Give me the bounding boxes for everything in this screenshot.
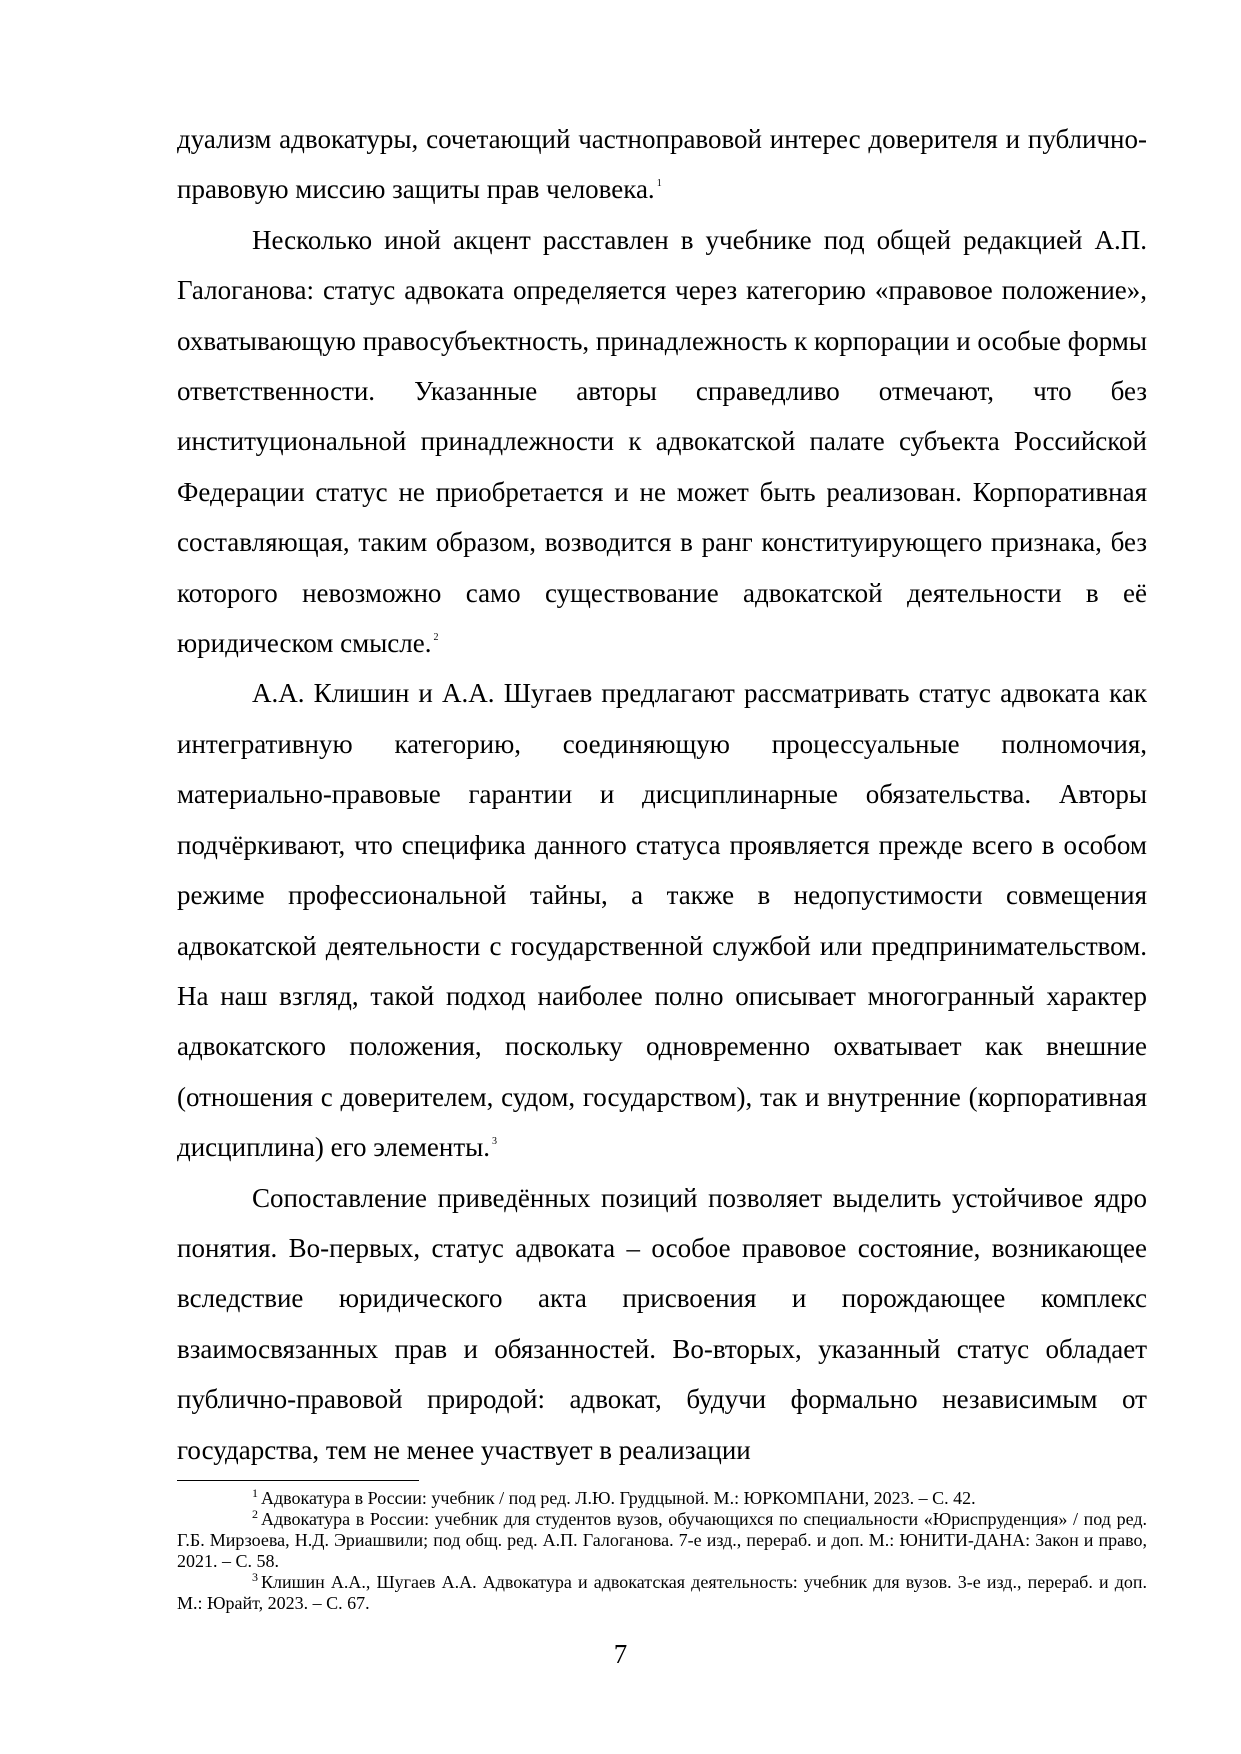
footnote-number: 3 xyxy=(252,1570,258,1584)
paragraph xyxy=(177,114,1147,215)
footnote-reference: 1 xyxy=(656,178,662,190)
footnote-text: Адвокатура в России: учебник для студентов вузов, обучающихся по специальности «Юриспруденция» / под ред. Г.Б. Мирзоева, Н.Д. Эриашвили; под общ. ред. А.П. Галоганова. 7-е изд., перераб. и доп. М.: ЮНИТИ-ДАНА: Закон и право, 2021. – С. 58. xyxy=(177,1509,1147,1571)
paragraph xyxy=(177,1173,1147,1475)
footnote-text: Адвокатура в России: учебник / под ред. Л.Ю. Грудцыной. М.: ЮРКОМПАНИ, 2023. – С. 42. xyxy=(261,1488,976,1508)
paragraph-text: А.А. Клишин и А.А. Шугаев предлагают рассматривать статус адвоката как интегративную категорию, соединяющую процессуальные полномочия, материально-правовые гарантии и дисциплинарные обязательства. Авторы подчёркивают, что специфика данного статуса проявляется прежде всего в особом режиме профессиональной тайны, а также в недопустимости совмещения адвокатской деятельности с государственной службой или предпринимательством. На наш взгляд, такой подход наиболее полно описывает многогранный характер адвокатского положения, поскольку одновременно охватывает как внешние (отношения с доверителем, судом, государством), так и внутренние (корпоративная дисциплина) его элементы. xyxy=(177,678,1147,1163)
footnote-number: 1 xyxy=(252,1486,258,1500)
body-text xyxy=(177,114,1147,1475)
paragraph-text: дуализм адвокатуры, сочетающий частноправовой интерес доверителя и публично-правовую миссию защиты прав человека. xyxy=(177,124,1147,205)
footnote-text: Клишин А.А., Шугаев А.А. Адвокатура и адвокатская деятельность: учебник для вузов. 3-е изд., перераб. и доп. М.: Юрайт, 2023. – С. 67. xyxy=(177,1572,1147,1613)
footnote-number: 2 xyxy=(252,1507,258,1521)
footnote-separator xyxy=(177,1480,419,1481)
paragraph-text: Несколько иной акцент расставлен в учебнике под общей редакцией А.П. Галоганова: статус адвоката определяется через категорию «правовое положение», охватывающую правосубъектность, принадлежность к корпорации и особые формы ответственности. Указанные авторы справедливо отмечают, что без институциональной принадлежности к адвокатской палате субъекта Российской Федерации статус не приобретается и не может быть реализован. Корпоративная составляющая, таким образом, возводится в ранг конституирующего признака, без которого невозможно само существование адвокатской деятельности в её юридическом смысле. xyxy=(177,224,1148,659)
paragraph xyxy=(177,668,1147,1172)
footnotes xyxy=(177,1488,1147,1614)
paragraph-text: Сопоставление приведённых позиций позволяет выделить устойчивое ядро понятия. Во-первых, статус адвоката – особое правовое состояние, возникающее вследствие юридического акта присвоения и порождающее комплекс взаимосвязанных прав и обязанностей. Во-вторых, указанный статус обладает публично-правовой природой: адвокат, будучи формально независимым от государства, тем не менее участвует в реализации xyxy=(177,1182,1147,1465)
footnote xyxy=(177,1488,1147,1509)
paragraph xyxy=(177,215,1147,669)
page-number: 7 xyxy=(613,1639,628,1669)
footnote-reference: 3 xyxy=(492,1136,498,1148)
footnote xyxy=(177,1572,1147,1614)
footnote xyxy=(177,1509,1147,1572)
footnote-reference: 2 xyxy=(433,632,439,644)
